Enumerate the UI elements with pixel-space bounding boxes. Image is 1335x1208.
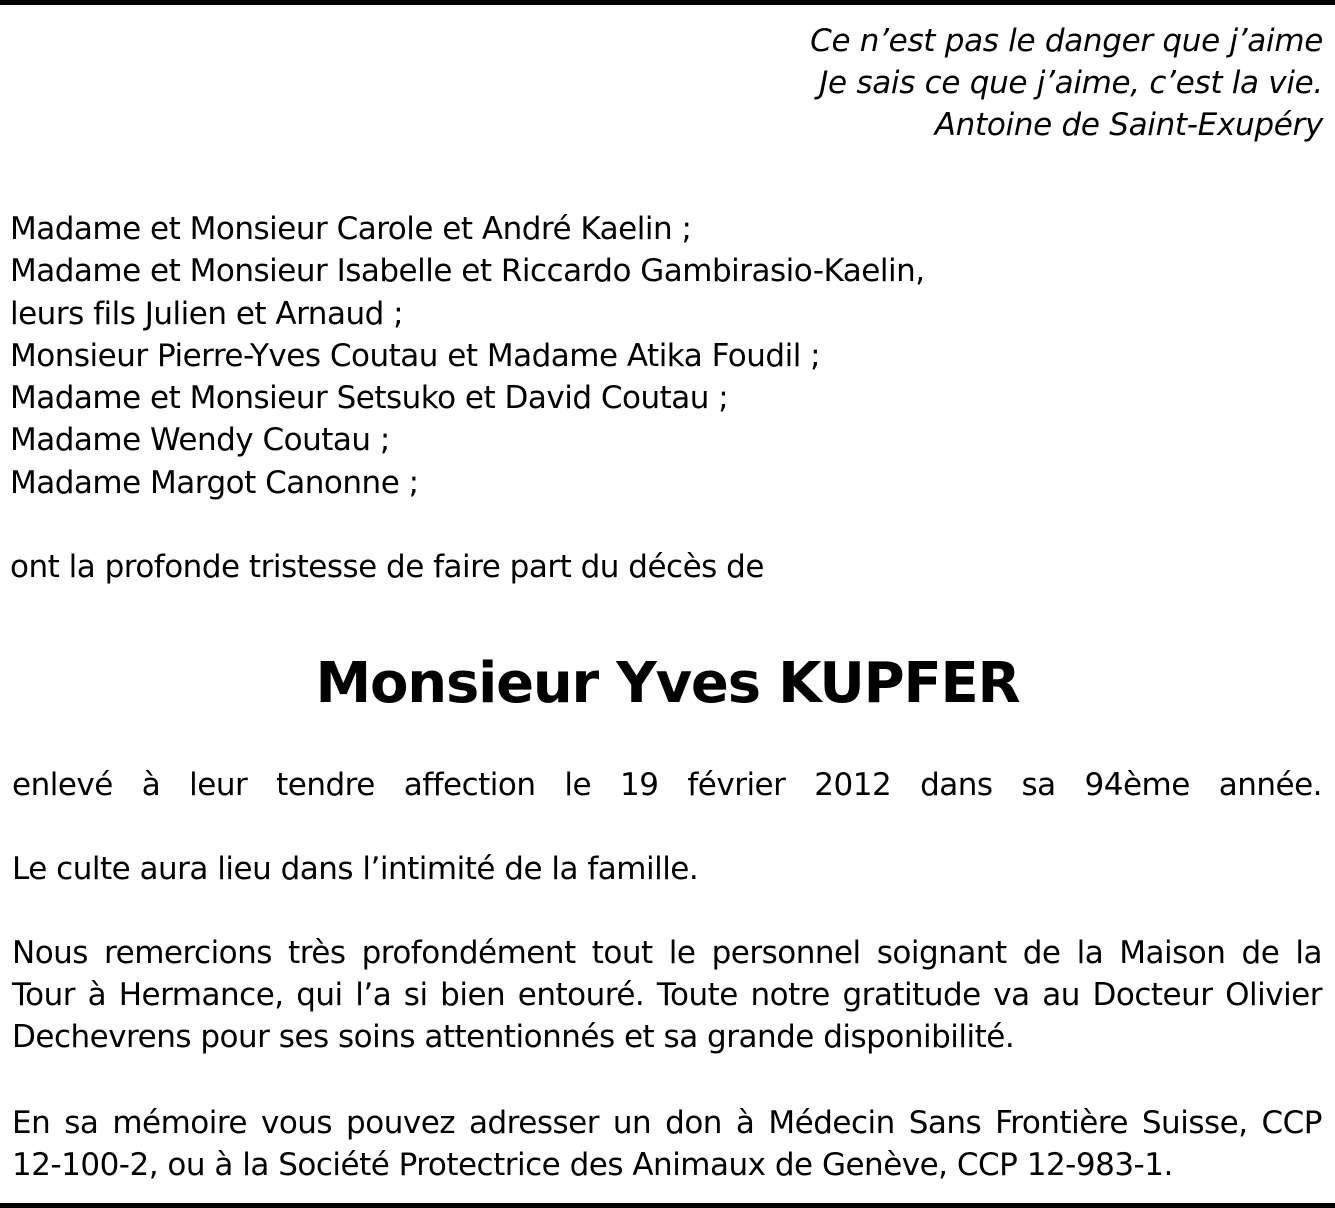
deceased-name: Monsieur Yves KUPFER xyxy=(315,651,1020,716)
thanks-line: Tour à Hermance, qui l’a si bien entouré. Toute notre gratitude va au Docteur Olivier xyxy=(12,977,1322,1013)
family-line: Monsieur Pierre-Yves Coutau et Madame Atika Foudil ; xyxy=(10,337,821,374)
date-line: enlevé à leur tendre affection le 19 février 2012 dans sa 94ème année. xyxy=(12,767,1322,803)
family-line: leurs fils Julien et Arnaud ; xyxy=(10,295,404,332)
top-border-rule xyxy=(0,0,1335,5)
family-line: Madame Wendy Coutau ; xyxy=(10,422,390,459)
thanks-line: Dechevrens pour ses soins attentionnés et sa grande disponibilité. xyxy=(12,1019,1015,1055)
donation-line: 12-100-2, ou à la Société Protectrice des Animaux de Genève, CCP 12-983-1. xyxy=(12,1147,1173,1183)
announcement-text: ont la profonde tristesse de faire part du décès de xyxy=(10,549,764,585)
ceremony-paragraph xyxy=(12,848,1322,890)
quote-line-1: Ce n’est pas le danger que j’aime xyxy=(810,23,1323,59)
ceremony-line: Le culte aura lieu dans l’intimité de la famille. xyxy=(12,851,699,887)
donation-line: En sa mémoire vous pouvez adresser un don à Médecin Sans Frontière Suisse, CCP xyxy=(12,1105,1322,1141)
quote-author: Antoine de Saint-Exupéry xyxy=(934,107,1323,143)
family-line: Madame Margot Canonne ; xyxy=(10,464,419,501)
thanks-line: Nous remercions très profondément tout le personnel soignant de la Maison de la xyxy=(12,935,1322,971)
date-paragraph xyxy=(12,764,1322,806)
bottom-border-rule xyxy=(0,1203,1335,1208)
family-line: Madame et Monsieur Carole et André Kaelin ; xyxy=(10,211,692,247)
family-list xyxy=(10,208,925,504)
epigraph-quote xyxy=(810,20,1323,146)
thanks-paragraph xyxy=(12,932,1322,1058)
family-line: Madame et Monsieur Isabelle et Riccardo Gambirasio-Kaelin, xyxy=(10,253,925,290)
donation-paragraph xyxy=(12,1102,1322,1186)
family-line: Madame et Monsieur Setsuko et David Coutau ; xyxy=(10,380,729,417)
quote-line-2: Je sais ce que j’aime, c’est la vie. xyxy=(819,65,1323,101)
